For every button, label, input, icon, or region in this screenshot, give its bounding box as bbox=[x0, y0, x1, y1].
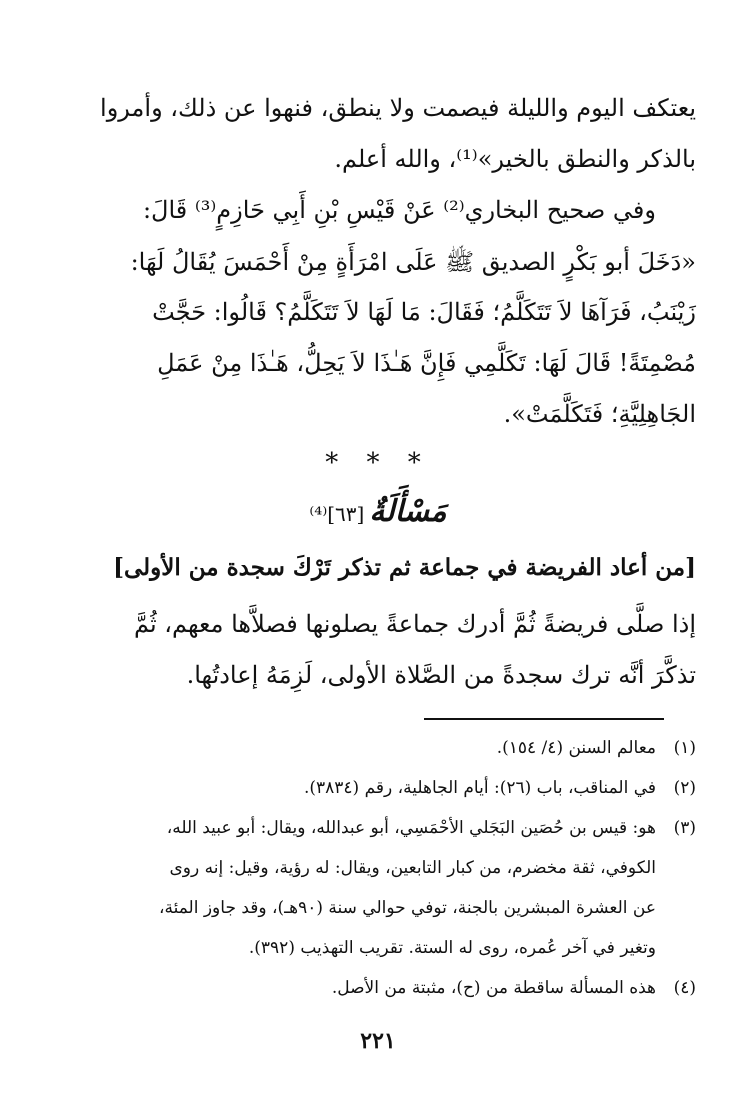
masala-word: مَسْأَلَةٌ bbox=[369, 494, 447, 529]
footnote-2-text: في المناقب، باب (٢٦): أيام الجاهلية، رقم (٣٨٣٤). bbox=[303, 778, 656, 798]
quote-line-2: زَيْنَبُ، فَرَآهَا لاَ تَتَكَلَّمُ؛ فَقَالَ: مَا لَهَا لاَ تَتَكَلَّمُ؟ قَالُوا: حَجَّتْ bbox=[152, 298, 696, 326]
masala-text-line-2: تذكَّرَ أنَّه ترك سجدةً من الصَّلاة الأولى، لَزِمَهُ إعادتُها. bbox=[186, 661, 696, 689]
quote-line-4: الجَاهِلِيَّةِ؛ فَتَكَلَّمَتْ». bbox=[503, 400, 696, 428]
footnote-3-line-3: عن العشرة المبشرين بالجنة، توفي حوالي سنة (٩٠هـ)، وقد جاوز المئة، bbox=[158, 898, 656, 918]
quote-line-3: مُصْمِتَةً! قَالَ لَهَا: تَكَلَّمِي فَإِنَّ هَـٰذَا لاَ يَحِلُّ، هَـٰذَا مِنْ عَمَلِ bbox=[157, 349, 696, 377]
masala-heading bbox=[0, 494, 756, 529]
footnote-1-text: معالم السنن (٤/ ١٥٤). bbox=[496, 738, 656, 758]
body-line-3: وفي صحيح البخاري⁽²⁾ عَنْ قَيْسِ بْنِ أَبِي حَازِمٍ⁽³⁾ قَالَ: bbox=[142, 196, 656, 224]
body-line-2: بالذكر والنطق بالخير»⁽¹⁾، والله أعلم. bbox=[334, 145, 696, 173]
body-line-1: يعتكف اليوم والليلة فيصمت ولا ينطق، فنهوا عن ذلك، وأمروا bbox=[100, 94, 696, 122]
footnote-2-number: (٢) bbox=[673, 778, 696, 798]
masala-number: [٦٣]⁽⁴⁾ bbox=[309, 502, 365, 526]
footnote-divider bbox=[424, 718, 664, 720]
masala-title: [من أعاد الفريضة في جماعة ثم تذكر تَرْكَ سجدة من الأولى] bbox=[113, 554, 696, 581]
footnote-1-number: (١) bbox=[673, 738, 696, 758]
footnote-3-line-1: هو: قيس بن حُصَين البَجَلي الأحْمَسِي، أبو عبدالله، ويقال: أبو عبيد الله، bbox=[166, 818, 656, 838]
footnote-3-line-4: وتغير في آخر عُمره، روى له الستة. تقريب التهذيب (٣٩٢). bbox=[248, 938, 656, 958]
masala-text-line-1: إذا صلَّى فريضةً ثُمَّ أدرك جماعةً يصلونها فصلاَّها معهم، ثُمَّ bbox=[133, 610, 696, 638]
page-number: ٢٢١ bbox=[360, 1028, 396, 1054]
footnote-4-number: (٤) bbox=[673, 978, 696, 998]
section-separator: * * * bbox=[325, 448, 431, 478]
quote-line-1: «دَخَلَ أبو بَكْرٍ الصديق ﷺ عَلَى امْرَأَةٍ مِنْ أَحْمَسَ يُقَالُ لَهَا: bbox=[130, 248, 696, 276]
footnote-4-text: هذه المسألة ساقطة من (ح)، مثبتة من الأصل. bbox=[331, 978, 656, 998]
footnote-3-line-2: الكوفي، ثقة مخضرم، من كبار التابعين، ويقال: له رؤية، وقيل: إنه روى bbox=[169, 858, 656, 878]
footnote-3-number: (٣) bbox=[673, 818, 696, 838]
